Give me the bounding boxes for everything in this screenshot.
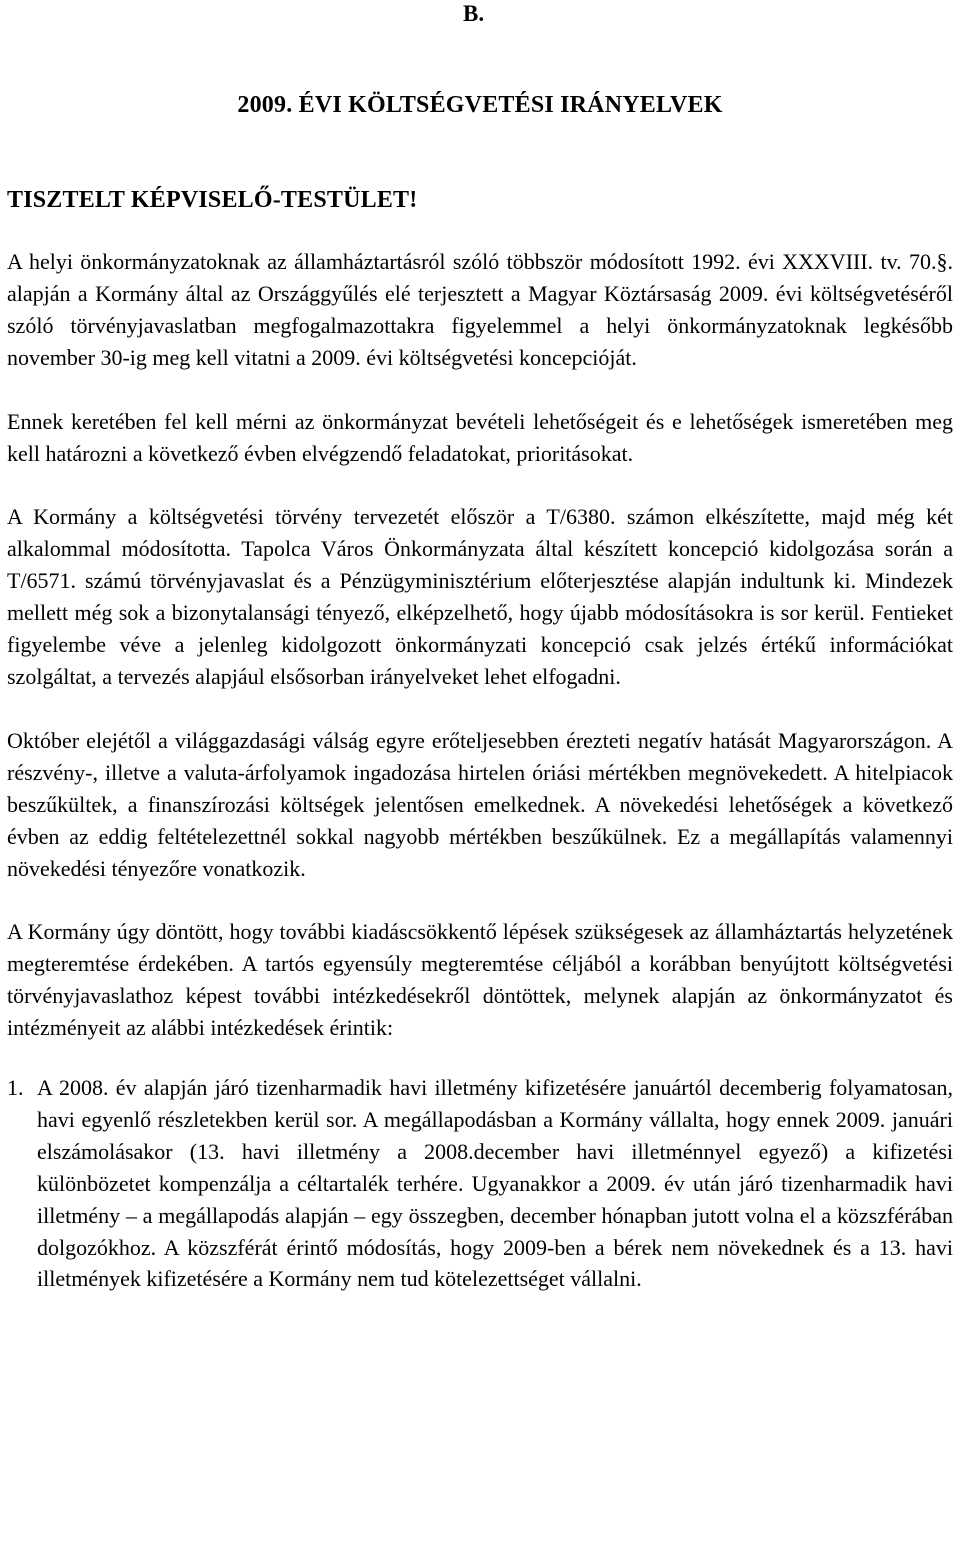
- paragraph-economic-crisis: Október elejétől a világgazdasági válság egyre erőteljesebben érezteti negatív hatását Magyarországon. A részvény-, illetve a valuta-árfolyamok ingadozása hirtelen óriási mértékben megnövekedett. A hitelpiacok beszűkültek, a finanszírozási költségek jelentősen emelkednek. A növekedési lehetőségek a következő évben az eddig feltételezettnél sokkal nagyobb mértékben beszűkülnek. Ez a megállapítás valamennyi növekedési tényezőre vonatkozik.: [7, 727, 953, 881]
- paragraph-scope: Ennek keretében fel kell mérni az önkormányzat bevételi lehetőségeit és e lehetőségek ismeretében meg kell határozni a következő évben elvégzendő feladatokat, prioritásokat.: [7, 408, 953, 466]
- list-item: [7, 1072, 953, 1295]
- paragraph-intro: A helyi önkormányzatoknak az államháztartásról szóló többször módosított 1992. évi XXXVIII. tv. 70.§. alapján a Kormány által az Országgyűlés elé terjesztett a Magyar Köztársaság 2009. évi költségvetéséről szóló törvényjavaslatban megfogalmazottakra figyelemmel a helyi önkormányzatoknak legkésőbb november 30-ig meg kell vitatni a 2009. évi költségvetési koncepcióját.: [7, 249, 953, 370]
- paragraph-government-draft: A Kormány a költségvetési törvény tervezetét először a T/6380. számon elkészítette, majd még két alkalommal módosította. Tapolca Város Önkormányzata által készített koncepció kidolgozása során a T/6571. számú törvényjavaslat és a Pénzügyminisztérium előterjesztése alapján indultunk ki. Mindezek mellett még sok a bizonytalansági tényező, elképzelhető, hogy újabb módosításokra is sor kerül. Fentieket figyelembe véve a jelenleg kidolgozott önkormányzati koncepció csak jelzés értékű információkat szolgáltat, a tervezés alapjául elsősorban irányelveket lehet elfogadni.: [7, 504, 953, 689]
- document-title: 2009. ÉVI KÖLTSÉGVETÉSI IRÁNYELVEK: [237, 92, 723, 118]
- salutation: TISZTELT KÉPVISELŐ-TESTÜLET!: [7, 187, 418, 213]
- section-letter: B.: [463, 1, 485, 26]
- paragraph-cost-cutting: A Kormány úgy döntött, hogy további kiadáscsökkentő lépések szükségesek az államháztartás helyzetének megteremtése érdekében. A tartós egyensúly megteremtése céljából a korábban benyújtott költségvetési törvényjavaslathoz képest további intézkedésekről döntöttek, melynek alapján az önkormányzatot és intézményeit az alábbi intézkedések érintik:: [7, 919, 953, 1041]
- list-item-number: 1.: [7, 1075, 24, 1101]
- document-body: [7, 246, 953, 1295]
- list-item-text: A 2008. év alapján járó tizenharmadik havi illetmény kifizetésére januártól decemberig folyamatosan, havi egyenlő részletekben kerül sor. A megállapodásban a Kormány vállalta, hogy ennek 2009. januári elszámolásakor (13. havi illetmény a 2008.december havi illetménnyel egyező) a kifizetési különbözetet kompenzálja a céltartalék terhére. Ugyanakkor a 2009. év után járó tizenharmadik havi illetmény – a megállapodás alapján – egy összegben, december hónapban jutott volna el a közszférában dolgozókhoz. A közszférát érintő módosítás, hogy 2009-ben a bérek nem növekednek és a 13. havi illetmények kifizetésére a Kormány nem tud kötelezettséget vállalni.: [37, 1075, 953, 1292]
